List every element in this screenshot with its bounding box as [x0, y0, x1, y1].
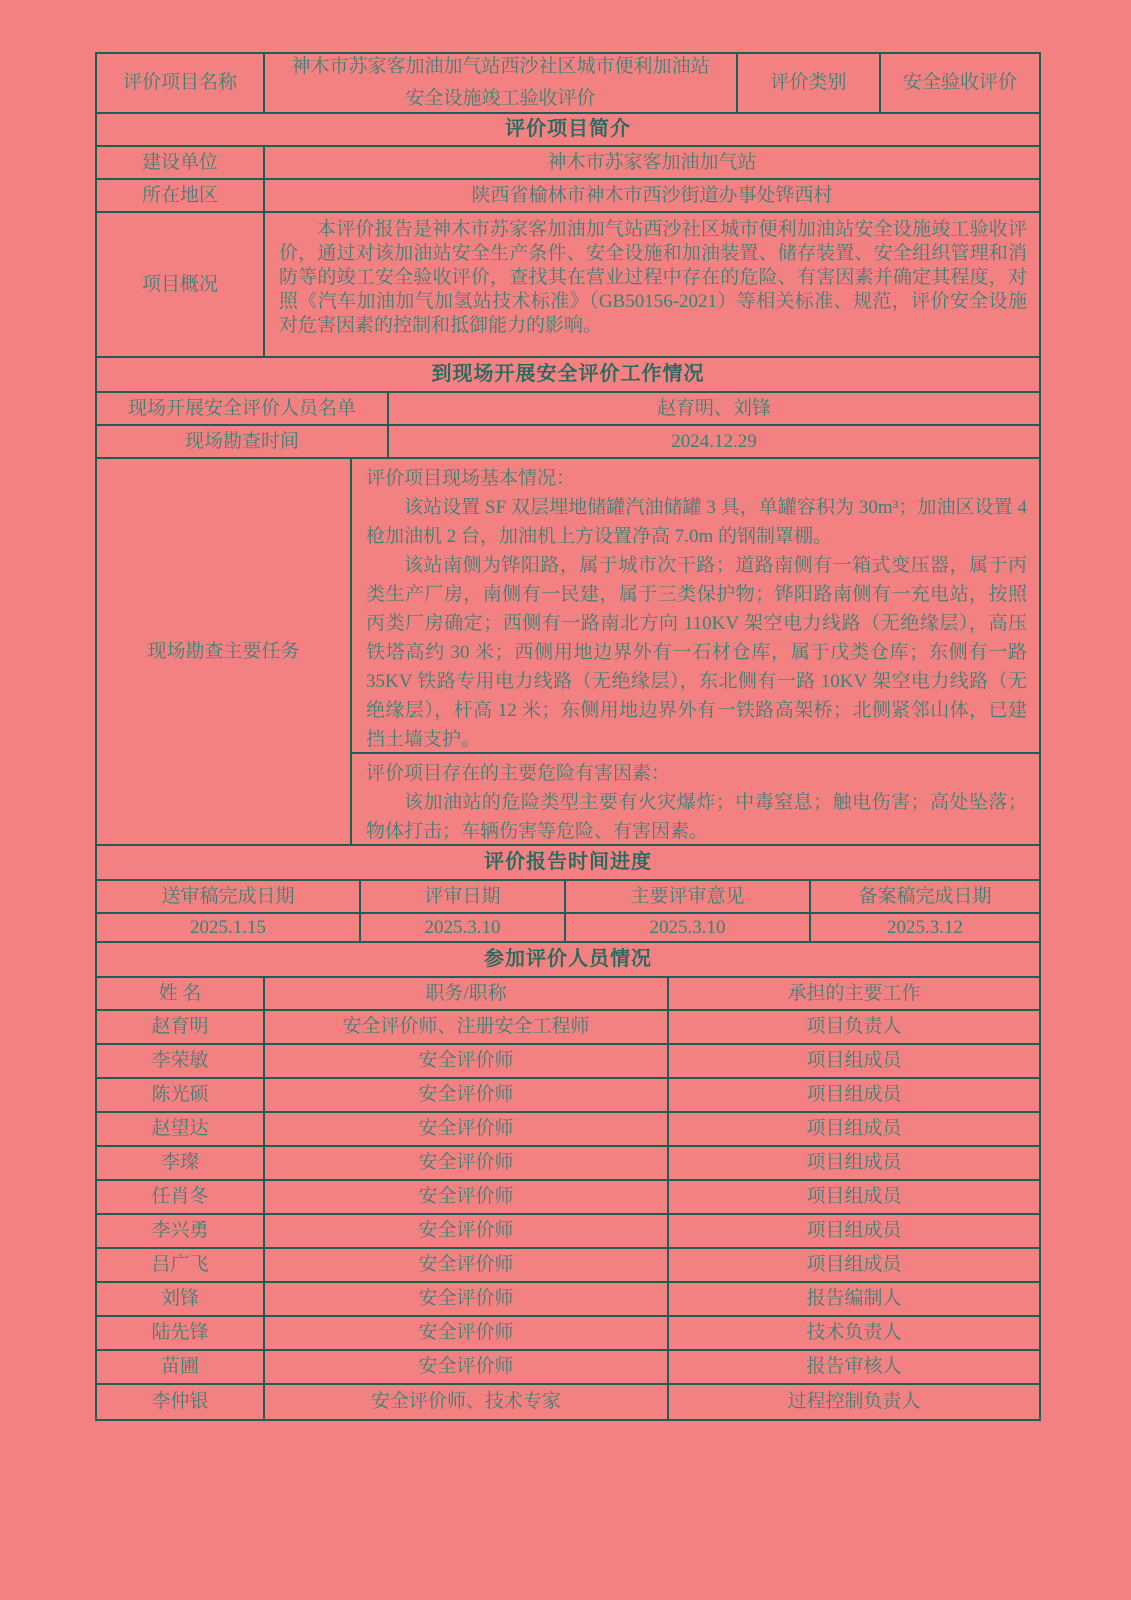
survey-date-value: 2024.12.29 — [387, 426, 1039, 457]
site-work-section-title: 到现场开展安全评价工作情况 — [431, 363, 705, 385]
person-title: 安全评价师 — [263, 1249, 667, 1281]
participants-header-name: 姓 名 — [158, 982, 202, 1004]
person-role: 报告审核人 — [667, 1351, 1039, 1383]
person-role: 项目组成员 — [667, 1045, 1039, 1077]
site-hazard-para: 该加油站的危险类型主要有火灾爆炸；中毒窒息；触电伤害；高处坠落；物体打击；车辆伤害等危险、有害因素。 — [366, 792, 1027, 842]
table-row — [97, 1317, 1039, 1351]
location-label: 所在地区 — [141, 184, 218, 206]
person-role: 项目组成员 — [667, 1215, 1039, 1247]
table-row — [97, 1283, 1039, 1317]
project-name-line1: 神木市苏家客加油加气站西沙社区城市便利加油站 — [291, 55, 710, 77]
person-name: 刘锋 — [160, 1288, 199, 1310]
overview-text — [263, 213, 1039, 356]
survey-tasks-content — [350, 459, 1039, 844]
schedule-section-header — [97, 846, 1039, 881]
table-row — [97, 1045, 1039, 1079]
person-title: 安全评价师 — [263, 1045, 667, 1077]
person-role: 项目组成员 — [667, 1181, 1039, 1213]
intro-section-header — [97, 114, 1039, 147]
schedule-header-draft: 送审稿完成日期 — [161, 885, 295, 907]
person-name: 苗圃 — [160, 1356, 199, 1378]
person-title: 安全评价师 — [263, 1351, 667, 1383]
person-title: 安全评价师、注册安全工程师 — [263, 1011, 667, 1043]
site-basic-info — [352, 459, 1039, 754]
overview-row — [97, 213, 1039, 358]
site-personnel-row — [97, 393, 1039, 426]
schedule-value-draft: 2025.1.15 — [190, 916, 266, 938]
person-name: 吕广飞 — [151, 1254, 209, 1276]
site-basic-para2: 该站南侧为铧阳路，属于城市次干路；道路南侧有一箱式变压器，属于丙类生产厂房，南侧有一民建，属于三类保护物；铧阳路南侧有一充电站，按照丙类厂房确定；西侧有一路南北方向 110KV 架空电力线路（无绝缘层），高压铁塔高约 30 米；西侧用地边界外有一石材仓库，属于戊类仓库；东侧有一路 35KV 铁路专用电力线路（无绝缘层），东北侧有一路 10KV 架空电力线路（无绝缘层），杆高 12 米；东侧用地边界外有一铁路高架桥；北侧紧邻山体，已建挡土墙支护。 — [366, 555, 1027, 750]
table-row — [97, 1079, 1039, 1113]
construction-unit-label: 建设单位 — [141, 151, 218, 173]
table-row — [97, 1215, 1039, 1249]
schedule-value-review-date: 2025.3.10 — [359, 914, 564, 941]
person-title: 安全评价师 — [263, 1283, 667, 1315]
person-name: 李兴勇 — [151, 1220, 209, 1242]
schedule-values-row — [97, 914, 1039, 943]
schedule-section-title: 评价报告时间进度 — [484, 851, 652, 873]
evaluation-report-table — [95, 52, 1041, 1421]
site-personnel-label: 现场开展安全评价人员名单 — [127, 397, 356, 419]
person-title: 安全评价师 — [263, 1215, 667, 1247]
intro-section-title: 评价项目简介 — [505, 118, 631, 140]
person-role: 项目负责人 — [667, 1011, 1039, 1043]
table-row — [97, 1181, 1039, 1215]
schedule-header-review-date: 评审日期 — [359, 881, 564, 912]
survey-tasks-row — [97, 459, 1039, 846]
project-name-row — [97, 54, 1039, 114]
location-value: 陕西省榆林市神木市西沙街道办事处铧西村 — [263, 180, 1039, 211]
overview-paragraph: 本评价报告是神木市苏家客加油加气站西沙社区城市便利加油站安全设施竣工验收评价，通过对该加油站安全生产条件、安全设施和加油装置、储存装置、安全组织管理和消防等的竣工安全验收评价，查找其在营业过程中存在的危险、有害因素并确定其程度，对照《汽车加油加气加氢站技术标准》（GB50156-2021）等相关标准、规范，评价安全设施对危害因素的控制和抵御能力的影响。 — [279, 219, 1027, 336]
category-value: 安全验收评价 — [879, 54, 1039, 112]
site-personnel-value: 赵育明、刘锋 — [387, 393, 1039, 424]
person-name: 李璨 — [160, 1152, 199, 1174]
schedule-header-review-opinion: 主要评审意见 — [564, 881, 809, 912]
schedule-value-review-opinion: 2025.3.10 — [564, 914, 809, 941]
project-name-value — [263, 54, 736, 112]
person-name: 任肖冬 — [151, 1186, 209, 1208]
person-title: 安全评价师 — [263, 1317, 667, 1349]
person-title: 安全评价师 — [263, 1147, 667, 1179]
table-row — [97, 1011, 1039, 1045]
person-role: 项目组成员 — [667, 1079, 1039, 1111]
participants-section-header — [97, 943, 1039, 978]
person-title: 安全评价师、技术专家 — [263, 1385, 667, 1419]
site-hazard-title: 评价项目存在的主要危险有害因素： — [366, 763, 671, 784]
survey-date-label: 现场勘查时间 — [184, 430, 299, 452]
table-row — [97, 1113, 1039, 1147]
participants-header-row — [97, 978, 1039, 1011]
person-role: 项目组成员 — [667, 1147, 1039, 1179]
project-name-label: 评价项目名称 — [122, 72, 237, 94]
participants-section-title: 参加评价人员情况 — [484, 948, 652, 970]
person-name: 陆先锋 — [151, 1322, 209, 1344]
construction-unit-value: 神木市苏家客加油加气站 — [263, 147, 1039, 178]
overview-label: 项目概况 — [141, 273, 218, 295]
person-title: 安全评价师 — [263, 1181, 667, 1213]
person-name: 陈光硕 — [151, 1084, 209, 1106]
table-row — [97, 1147, 1039, 1181]
person-name: 李仲银 — [151, 1391, 209, 1413]
site-basic-para1: 该站设置 SF 双层埋地储罐汽油储罐 3 具，单罐容积为 30m³；加油区设置 4 枪加油机 2 台，加油机上方设置净高 7.0m 的钢制罩棚。 — [366, 497, 1027, 547]
survey-tasks-label: 现场勘查主要任务 — [147, 640, 300, 662]
schedule-value-record: 2025.3.12 — [809, 914, 1039, 941]
person-role: 过程控制负责人 — [667, 1385, 1039, 1419]
person-role: 项目组成员 — [667, 1113, 1039, 1145]
person-title: 安全评价师 — [263, 1079, 667, 1111]
participants-header-role: 承担的主要工作 — [667, 978, 1039, 1009]
schedule-header-row — [97, 881, 1039, 914]
person-role: 技术负责人 — [667, 1317, 1039, 1349]
site-basic-title: 评价项目现场基本情况： — [366, 468, 576, 489]
project-name-line2: 安全设施竣工验收评价 — [405, 88, 596, 109]
person-role: 项目组成员 — [667, 1249, 1039, 1281]
location-row — [97, 180, 1039, 213]
participants-header-title: 职务/职称 — [263, 978, 667, 1009]
category-label: 评价类别 — [736, 54, 879, 112]
survey-date-row — [97, 426, 1039, 459]
person-role: 报告编制人 — [667, 1283, 1039, 1315]
table-row — [97, 1249, 1039, 1283]
table-row — [97, 1351, 1039, 1385]
person-name: 赵育明 — [151, 1016, 209, 1038]
person-name: 李荣敏 — [151, 1050, 209, 1072]
site-work-section-header — [97, 358, 1039, 393]
person-title: 安全评价师 — [263, 1113, 667, 1145]
table-row — [97, 1385, 1039, 1419]
site-hazards — [352, 754, 1039, 844]
schedule-header-record: 备案稿完成日期 — [809, 881, 1039, 912]
person-name: 赵望达 — [151, 1118, 209, 1140]
construction-unit-row — [97, 147, 1039, 180]
